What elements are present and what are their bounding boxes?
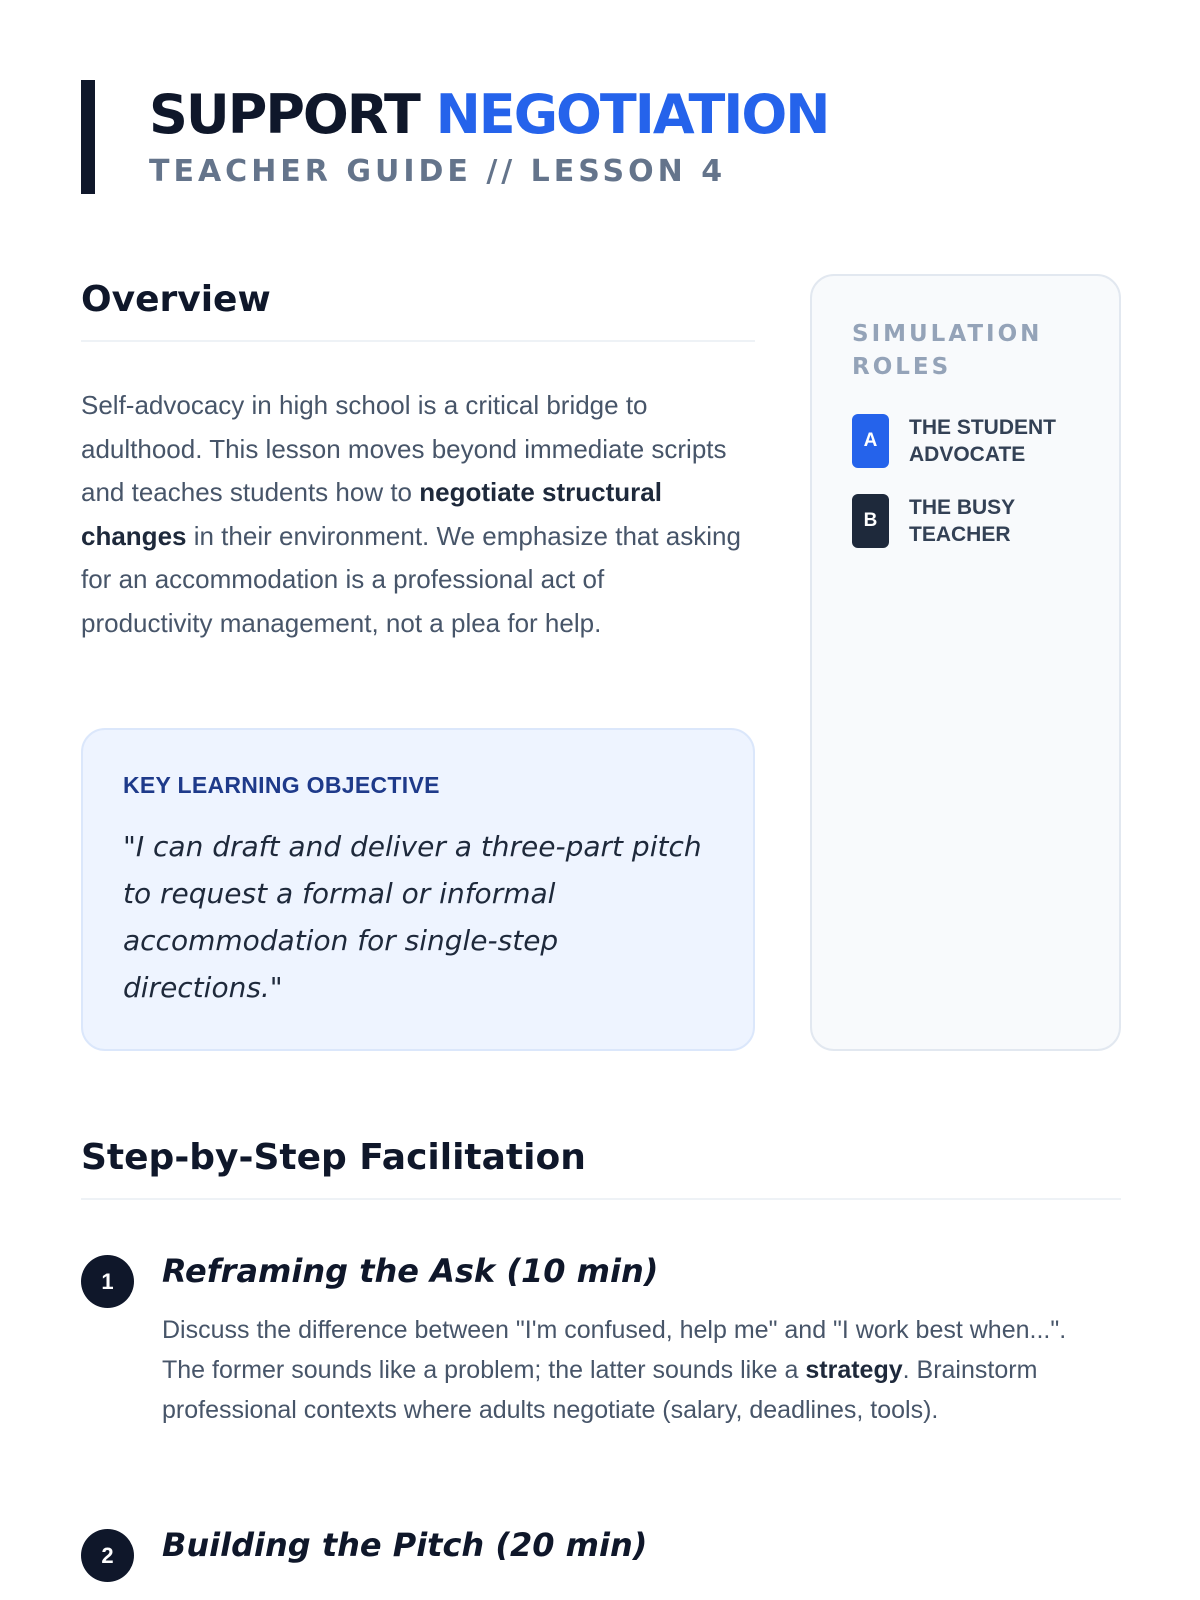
overview-text-emphasis: negotiate structural changes [81, 477, 662, 551]
roles-title: SIMULATION ROLES [852, 321, 1043, 380]
step-title: Reframing the Ask (10 min) [162, 1252, 659, 1290]
role-item-student-advocate [852, 414, 1079, 468]
page-header [81, 80, 828, 194]
overview-heading: Overview [81, 279, 271, 320]
step-number-badge: 1 [81, 1255, 134, 1308]
step-title: Building the Pitch (20 min) [162, 1526, 648, 1564]
objective-quote: "I can draft and deliver a three-part pitch to request a formal or informal accommodation for single-step directions." [123, 830, 702, 1004]
title-part-negotiation: NEGOTIATION [435, 83, 829, 146]
step-description-part-2: . Brainstorm professional contexts where adults negotiate (salary, deadlines, tools). [162, 1356, 1038, 1424]
overview-divider [81, 340, 755, 342]
overview-paragraph [81, 384, 741, 645]
steps-heading: Step-by-Step Facilitation [81, 1137, 586, 1178]
page-subtitle: TEACHER GUIDE // LESSON 4 [149, 154, 727, 189]
overview-text-part-1: Self-advocacy in high school is a critical bridge to adulthood. This lesson moves beyond immediate scripts and teaches students how to [81, 390, 727, 507]
key-learning-objective-card [81, 728, 755, 1051]
role-label-student-advocate: THE STUDENT ADVOCATE [909, 416, 1056, 466]
objective-label: KEY LEARNING OBJECTIVE [123, 772, 440, 798]
step-description-part-1: Discuss the difference between "I'm confused, help me" and "I work best when...". The former sounds like a problem; the latter sounds like a [162, 1316, 1067, 1384]
step-description [162, 1310, 1112, 1430]
overview-text-part-2: in their environment. We emphasize that asking for an accommodation is a professional act of productivity management, not a plea for help. [81, 520, 741, 638]
page-title [149, 83, 829, 146]
title-part-support: SUPPORT [149, 83, 419, 146]
step-description-emphasis: strategy [805, 1356, 903, 1384]
role-badge-b: B [852, 494, 889, 548]
steps-divider [81, 1198, 1121, 1200]
step-number-badge: 2 [81, 1529, 134, 1582]
role-item-busy-teacher [852, 494, 1079, 548]
role-label-busy-teacher: THE BUSY TEACHER [909, 496, 1015, 546]
role-badge-a: A [852, 414, 889, 468]
simulation-roles-panel [810, 274, 1121, 1051]
